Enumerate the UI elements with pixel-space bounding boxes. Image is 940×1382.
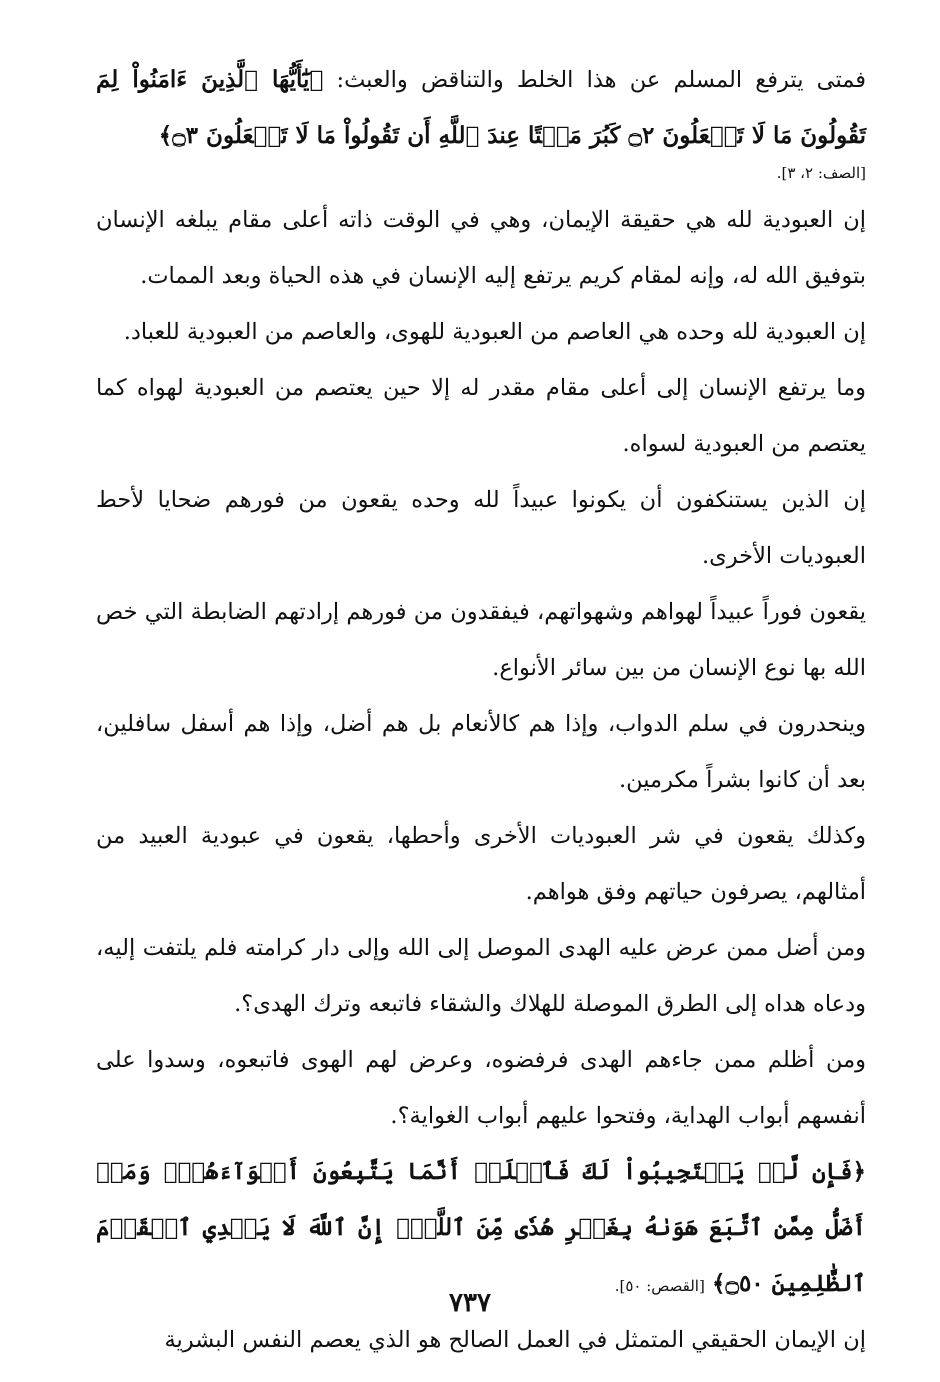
paragraph: إن العبودية لله وحده هي العاصم من العبودية للهوى، والعاصم من العبودية للعباد. [123, 319, 866, 345]
paragraph: إن العبودية لله هي حقيقة الإيمان، وهي في الوقت ذاته أعلى مقام يبلغه الإنسان بتوفيق الله له، وإنه لمقام كريم يرتفع إليه الإنسان في هذه الحياة وبعد الممات. [96, 207, 866, 289]
paragraph: ومن أظلم ممن جاءهم الهدى فرفضوه، وعرض لهم الهوى فاتبعوه، وسدوا على أنفسهم أبواب الهداية، وفتحوا عليهم أبواب الغواية؟. [96, 1047, 866, 1129]
paragraph: وكذلك يقعون في شر العبوديات الأخرى وأحطها، يقعون في عبودية العبيد من أمثالهم، يصرفون حياتهم وفق هواهم. [96, 823, 866, 905]
intro-text: فمتى يترفع المسلم عن هذا الخلط والتناقض والعبث: [336, 67, 866, 93]
quran-verse-qasas: ﴿فَإِن لَّمۡ يَسۡتَجِيبُواْ لَكَ فَٱعۡلَمۡ أَنَّمَا يَتَّبِعُونَ أَهۡوَآءَهُمۡۚ وَمَنۡ أَضَلُّ مِمَّنِ ٱتَّبَعَ هَوَىٰهُ بِغَيۡرِ هُدٗى مِّنَ ٱللَّهِۚ إِنَّ ٱللَّهَ لَا يَهۡدِي ٱلۡقَوۡمَ ٱلظَّٰلِمِينَ ۝٥٠﴾ [96, 1158, 866, 1297]
citation-saff: [الصف: ٢، ٣]. [776, 164, 866, 182]
quran-verse-block [96, 1144, 866, 1312]
page-body [96, 52, 866, 1368]
citation-qasas: [القصص: ٥٠]. [614, 1277, 705, 1295]
intro-paragraph [96, 52, 866, 164]
quran-verse-saff: ﴿يَٰٓأَيُّهَا ٱلَّذِينَ ءَامَنُواْ لِمَ تَقُولُونَ مَا لَا تَفۡعَلُونَ ۝٢ كَبُرَ مَقۡتًا عِندَ ٱللَّهِ أَن تَقُولُواْ مَا لَا تَفۡعَلُونَ ۝٣﴾ [96, 66, 866, 149]
paragraph: يقعون فوراً عبيداً لهواهم وشهواتهم، فيفقدون من فورهم إرادتهم الضابطة التي خص الله بها نوع الإنسان من بين سائر الأنواع. [96, 599, 866, 681]
page-number: ٧٣٧ [449, 1288, 491, 1318]
paragraph: ومن أضل ممن عرض عليه الهدى الموصل إلى الله وإلى دار كرامته فلم يلتفت إليه، ودعاه هداه إلى الطرق الموصلة للهلاك والشقاء فاتبعه وترك الهدى؟. [96, 935, 866, 1017]
paragraph: إن الذين يستنكفون أن يكونوا عبيداً لله وحده يقعون من فورهم ضحايا لأحط العبوديات الأخرى. [96, 487, 866, 569]
last-line: إن الإيمان الحقيقي المتمثل في العمل الصالح هو الذي يعصم النفس البشرية [164, 1327, 866, 1353]
paragraph: وما يرتفع الإنسان إلى أعلى مقام مقدر له إلا حين يعتصم من العبودية لهواه كما يعتصم من العبودية لسواه. [96, 375, 866, 457]
paragraph: وينحدرون في سلم الدواب، وإذا هم كالأنعام بل هم أضل، وإذا هم أسفل سافلين، بعد أن كانوا بشراً مكرمين. [96, 711, 866, 793]
